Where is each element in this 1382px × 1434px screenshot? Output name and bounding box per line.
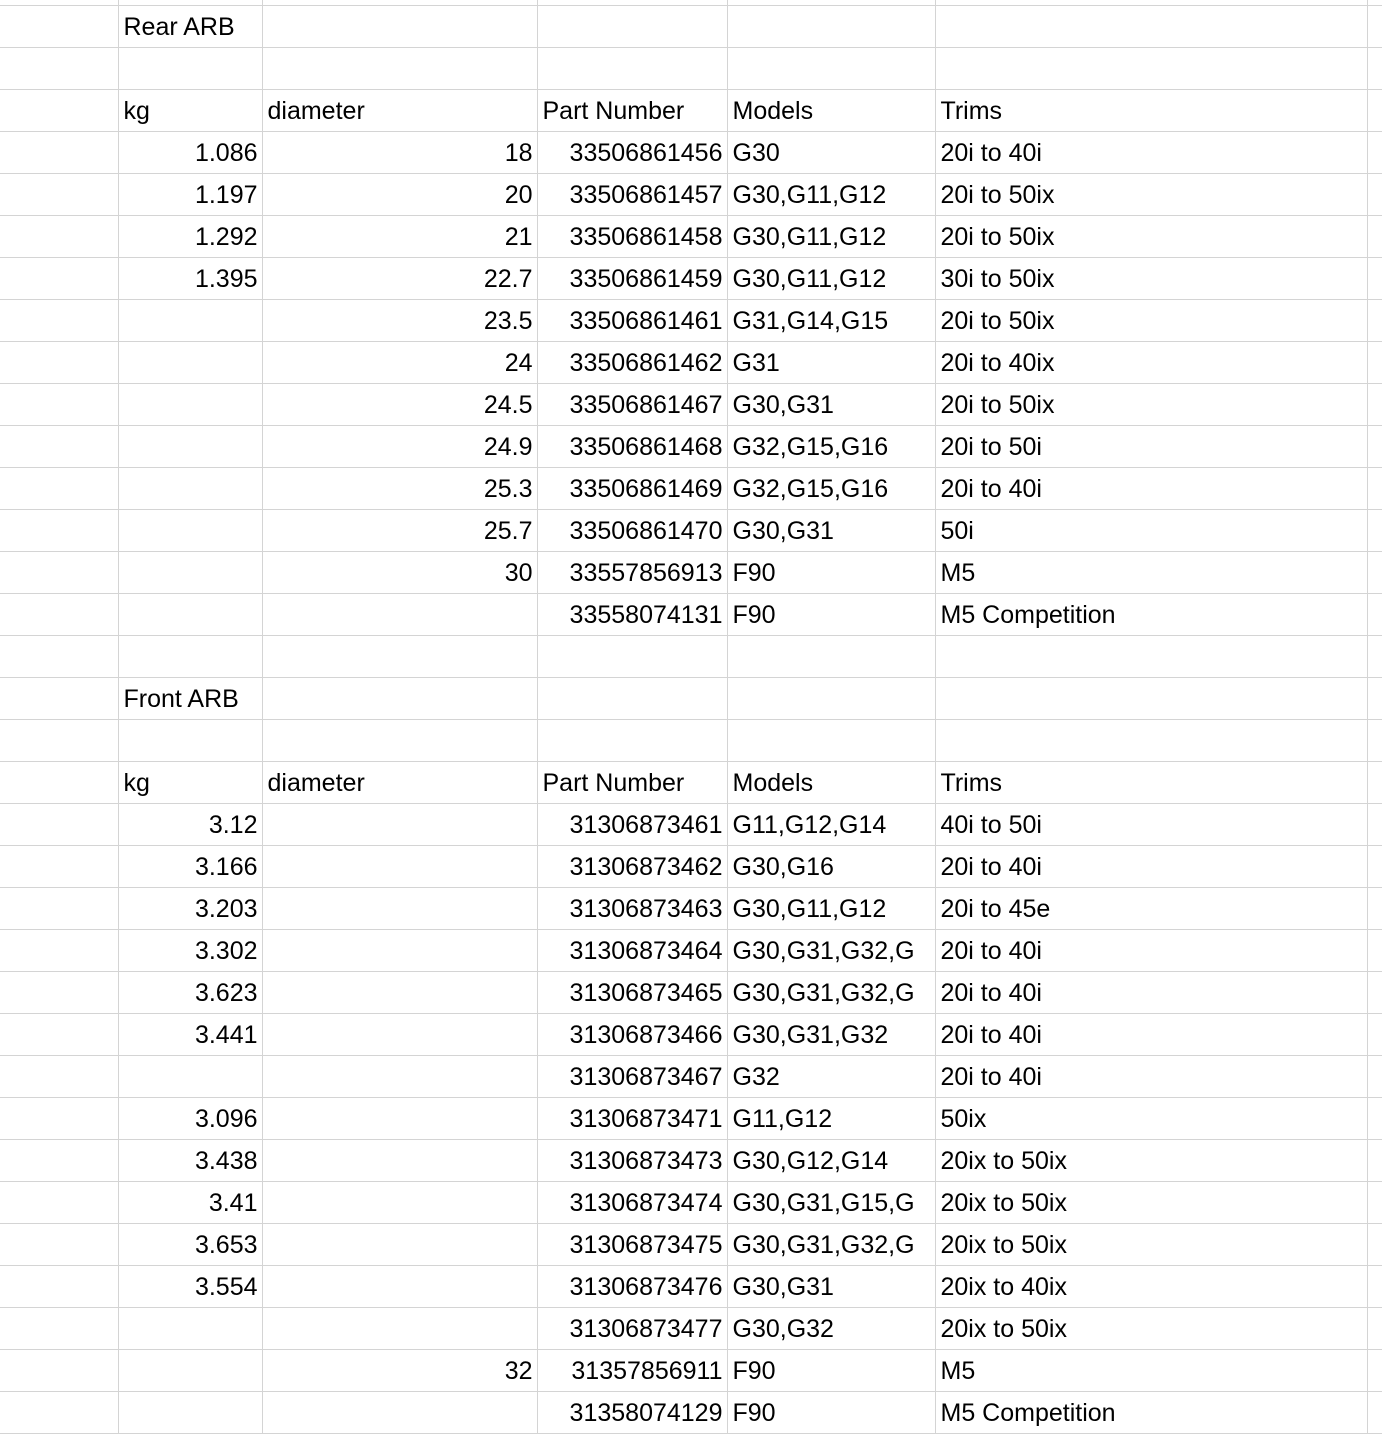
cell-trims[interactable]: 20i to 40i — [935, 972, 1367, 1014]
empty-cell[interactable] — [0, 1182, 118, 1224]
spacer-row[interactable] — [0, 48, 1382, 90]
cell-kg[interactable]: 3.302 — [118, 930, 262, 972]
empty-cell[interactable] — [1367, 762, 1382, 804]
cell-models[interactable]: G30,G16 — [727, 846, 935, 888]
cell-part-number[interactable]: 31306873466 — [537, 1014, 727, 1056]
cell-models[interactable]: G30,G31 — [727, 1266, 935, 1308]
empty-cell[interactable] — [0, 552, 118, 594]
cell-trims[interactable]: 20i to 50i — [935, 426, 1367, 468]
cell-diameter[interactable]: 24.9 — [262, 426, 537, 468]
empty-cell[interactable] — [0, 846, 118, 888]
data-row[interactable] — [0, 1350, 1382, 1392]
cell-trims[interactable]: 20i to 50ix — [935, 384, 1367, 426]
empty-cell[interactable] — [0, 1140, 118, 1182]
cell-kg[interactable] — [118, 384, 262, 426]
cell-diameter[interactable] — [262, 594, 537, 636]
empty-cell[interactable] — [727, 720, 935, 762]
section-title[interactable]: Rear ARB — [118, 6, 262, 48]
cell-kg[interactable]: 3.441 — [118, 1014, 262, 1056]
empty-cell[interactable] — [1367, 636, 1382, 678]
cell-models[interactable]: G11,G12,G14 — [727, 804, 935, 846]
cell-trims[interactable]: 20ix to 50ix — [935, 1224, 1367, 1266]
column-header-models[interactable]: Models — [727, 90, 935, 132]
empty-cell[interactable] — [1367, 552, 1382, 594]
cell-diameter[interactable]: 32 — [262, 1350, 537, 1392]
empty-cell[interactable] — [935, 720, 1367, 762]
empty-cell[interactable] — [0, 1056, 118, 1098]
cell-part-number[interactable]: 31306873471 — [537, 1098, 727, 1140]
data-row[interactable] — [0, 174, 1382, 216]
empty-cell[interactable] — [935, 678, 1367, 720]
data-row[interactable] — [0, 132, 1382, 174]
empty-cell[interactable] — [1367, 594, 1382, 636]
cell-diameter[interactable] — [262, 1098, 537, 1140]
data-row[interactable] — [0, 594, 1382, 636]
cell-trims[interactable]: 20i to 50ix — [935, 174, 1367, 216]
cell-diameter[interactable]: 24 — [262, 342, 537, 384]
cell-diameter[interactable] — [262, 888, 537, 930]
cell-part-number[interactable]: 31357856911 — [537, 1350, 727, 1392]
data-row[interactable] — [0, 1224, 1382, 1266]
cell-part-number[interactable]: 31306873473 — [537, 1140, 727, 1182]
data-row[interactable] — [0, 972, 1382, 1014]
cell-kg[interactable] — [118, 342, 262, 384]
cell-kg[interactable]: 3.623 — [118, 972, 262, 1014]
cell-diameter[interactable] — [262, 1140, 537, 1182]
empty-cell[interactable] — [0, 48, 118, 90]
data-row[interactable] — [0, 510, 1382, 552]
empty-cell[interactable] — [1367, 678, 1382, 720]
data-row[interactable] — [0, 1056, 1382, 1098]
data-row[interactable] — [0, 1014, 1382, 1056]
empty-cell[interactable] — [1367, 384, 1382, 426]
cell-trims[interactable]: 20i to 40i — [935, 1056, 1367, 1098]
cell-kg[interactable] — [118, 594, 262, 636]
cell-kg[interactable]: 3.41 — [118, 1182, 262, 1224]
empty-cell[interactable] — [1367, 510, 1382, 552]
cell-trims[interactable]: 20i to 40i — [935, 846, 1367, 888]
empty-cell[interactable] — [1367, 1098, 1382, 1140]
cell-diameter[interactable]: 24.5 — [262, 384, 537, 426]
data-row[interactable] — [0, 1308, 1382, 1350]
column-header-diameter[interactable]: diameter — [262, 90, 537, 132]
empty-cell[interactable] — [0, 930, 118, 972]
empty-cell[interactable] — [0, 426, 118, 468]
cell-diameter[interactable]: 18 — [262, 132, 537, 174]
cell-part-number[interactable]: 33506861470 — [537, 510, 727, 552]
cell-models[interactable]: G30,G31,G32 — [727, 1014, 935, 1056]
cell-diameter[interactable]: 25.7 — [262, 510, 537, 552]
cell-part-number[interactable]: 33506861462 — [537, 342, 727, 384]
cell-diameter[interactable] — [262, 1056, 537, 1098]
empty-cell[interactable] — [1367, 720, 1382, 762]
cell-diameter[interactable] — [262, 804, 537, 846]
header-row[interactable] — [0, 762, 1382, 804]
empty-cell[interactable] — [935, 636, 1367, 678]
cell-kg[interactable]: 3.653 — [118, 1224, 262, 1266]
empty-cell[interactable] — [0, 1392, 118, 1434]
empty-cell[interactable] — [262, 720, 537, 762]
section-title-row[interactable] — [0, 678, 1382, 720]
empty-cell[interactable] — [1367, 1392, 1382, 1434]
empty-cell[interactable] — [1367, 300, 1382, 342]
cell-models[interactable]: F90 — [727, 1392, 935, 1434]
empty-cell[interactable] — [935, 48, 1367, 90]
empty-cell[interactable] — [0, 1014, 118, 1056]
empty-cell[interactable] — [1367, 1266, 1382, 1308]
cell-models[interactable]: F90 — [727, 594, 935, 636]
cell-diameter[interactable]: 25.3 — [262, 468, 537, 510]
cell-trims[interactable]: 20i to 40i — [935, 132, 1367, 174]
cell-diameter[interactable] — [262, 1182, 537, 1224]
empty-cell[interactable] — [0, 174, 118, 216]
cell-models[interactable]: G30,G31,G32,G — [727, 972, 935, 1014]
empty-cell[interactable] — [262, 636, 537, 678]
cell-kg[interactable]: 1.292 — [118, 216, 262, 258]
empty-cell[interactable] — [0, 888, 118, 930]
spacer-row[interactable] — [0, 720, 1382, 762]
cell-part-number[interactable]: 33506861457 — [537, 174, 727, 216]
empty-cell[interactable] — [0, 468, 118, 510]
spacer-row[interactable] — [0, 636, 1382, 678]
cell-models[interactable]: G30,G11,G12 — [727, 888, 935, 930]
empty-cell[interactable] — [1367, 174, 1382, 216]
data-row[interactable] — [0, 888, 1382, 930]
empty-cell[interactable] — [537, 636, 727, 678]
empty-cell[interactable] — [0, 594, 118, 636]
cell-part-number[interactable]: 31306873465 — [537, 972, 727, 1014]
cell-part-number[interactable]: 31306873475 — [537, 1224, 727, 1266]
empty-cell[interactable] — [118, 720, 262, 762]
cell-kg[interactable] — [118, 1350, 262, 1392]
cell-trims[interactable]: 20i to 40ix — [935, 342, 1367, 384]
cell-models[interactable]: G30,G11,G12 — [727, 216, 935, 258]
empty-cell[interactable] — [1367, 888, 1382, 930]
data-row[interactable] — [0, 300, 1382, 342]
empty-cell[interactable] — [1367, 468, 1382, 510]
empty-cell[interactable] — [1367, 1350, 1382, 1392]
empty-cell[interactable] — [0, 6, 118, 48]
empty-cell[interactable] — [262, 6, 537, 48]
data-row[interactable] — [0, 1098, 1382, 1140]
empty-cell[interactable] — [118, 48, 262, 90]
empty-cell[interactable] — [0, 90, 118, 132]
cell-kg[interactable] — [118, 1392, 262, 1434]
cell-models[interactable]: G30,G12,G14 — [727, 1140, 935, 1182]
empty-cell[interactable] — [1367, 1308, 1382, 1350]
data-row[interactable] — [0, 1140, 1382, 1182]
cell-trims[interactable]: 20i to 50ix — [935, 216, 1367, 258]
cell-models[interactable]: G30,G11,G12 — [727, 258, 935, 300]
empty-cell[interactable] — [1367, 1224, 1382, 1266]
empty-cell[interactable] — [537, 48, 727, 90]
cell-part-number[interactable]: 33506861468 — [537, 426, 727, 468]
empty-cell[interactable] — [1367, 342, 1382, 384]
empty-cell[interactable] — [1367, 804, 1382, 846]
cell-part-number[interactable]: 33506861458 — [537, 216, 727, 258]
empty-cell[interactable] — [1367, 216, 1382, 258]
data-row[interactable] — [0, 1392, 1382, 1434]
cell-models[interactable]: G31,G14,G15 — [727, 300, 935, 342]
cell-diameter[interactable]: 23.5 — [262, 300, 537, 342]
column-header-kg[interactable]: kg — [118, 762, 262, 804]
section-title-row[interactable] — [0, 6, 1382, 48]
empty-cell[interactable] — [1367, 1140, 1382, 1182]
empty-cell[interactable] — [0, 510, 118, 552]
cell-trims[interactable]: 20ix to 50ix — [935, 1182, 1367, 1224]
data-row[interactable] — [0, 342, 1382, 384]
data-row[interactable] — [0, 930, 1382, 972]
cell-models[interactable]: G32,G15,G16 — [727, 426, 935, 468]
empty-cell[interactable] — [537, 678, 727, 720]
cell-part-number[interactable]: 33506861461 — [537, 300, 727, 342]
empty-cell[interactable] — [1367, 426, 1382, 468]
cell-diameter[interactable]: 30 — [262, 552, 537, 594]
empty-cell[interactable] — [0, 804, 118, 846]
empty-cell[interactable] — [0, 1266, 118, 1308]
cell-diameter[interactable]: 22.7 — [262, 258, 537, 300]
empty-cell[interactable] — [537, 720, 727, 762]
section-title[interactable]: Front ARB — [118, 678, 262, 720]
empty-cell[interactable] — [0, 258, 118, 300]
cell-part-number[interactable]: 31306873461 — [537, 804, 727, 846]
cell-part-number[interactable]: 33506861456 — [537, 132, 727, 174]
cell-models[interactable]: G30,G31,G32,G — [727, 1224, 935, 1266]
empty-cell[interactable] — [0, 1308, 118, 1350]
cell-trims[interactable]: 40i to 50i — [935, 804, 1367, 846]
data-row[interactable] — [0, 258, 1382, 300]
data-row[interactable] — [0, 426, 1382, 468]
header-row[interactable] — [0, 90, 1382, 132]
cell-trims[interactable]: 50i — [935, 510, 1367, 552]
cell-part-number[interactable]: 31306873462 — [537, 846, 727, 888]
data-row[interactable] — [0, 552, 1382, 594]
cell-trims[interactable]: M5 — [935, 1350, 1367, 1392]
empty-cell[interactable] — [1367, 846, 1382, 888]
cell-part-number[interactable]: 31306873467 — [537, 1056, 727, 1098]
data-row[interactable] — [0, 846, 1382, 888]
cell-trims[interactable]: M5 Competition — [935, 1392, 1367, 1434]
cell-diameter[interactable] — [262, 1308, 537, 1350]
empty-cell[interactable] — [1367, 1056, 1382, 1098]
cell-part-number[interactable]: 31306873476 — [537, 1266, 727, 1308]
cell-models[interactable]: F90 — [727, 1350, 935, 1392]
column-header-trims[interactable]: Trims — [935, 90, 1367, 132]
cell-diameter[interactable] — [262, 846, 537, 888]
empty-cell[interactable] — [1367, 48, 1382, 90]
cell-models[interactable]: G30,G31 — [727, 384, 935, 426]
empty-cell[interactable] — [727, 6, 935, 48]
data-row[interactable] — [0, 804, 1382, 846]
cell-models[interactable]: F90 — [727, 552, 935, 594]
cell-trims[interactable]: M5 Competition — [935, 594, 1367, 636]
cell-trims[interactable]: 20ix to 50ix — [935, 1140, 1367, 1182]
empty-cell[interactable] — [1367, 972, 1382, 1014]
column-header-part-number[interactable]: Part Number — [537, 762, 727, 804]
cell-kg[interactable] — [118, 1308, 262, 1350]
empty-cell[interactable] — [727, 48, 935, 90]
empty-cell[interactable] — [1367, 930, 1382, 972]
cell-kg[interactable]: 3.12 — [118, 804, 262, 846]
cell-models[interactable]: G32 — [727, 1056, 935, 1098]
cell-part-number[interactable]: 31358074129 — [537, 1392, 727, 1434]
cell-models[interactable]: G30,G32 — [727, 1308, 935, 1350]
cell-trims[interactable]: 20i to 40i — [935, 1014, 1367, 1056]
empty-cell[interactable] — [537, 6, 727, 48]
cell-trims[interactable]: 20ix to 40ix — [935, 1266, 1367, 1308]
cell-trims[interactable]: 20i to 45e — [935, 888, 1367, 930]
column-header-kg[interactable]: kg — [118, 90, 262, 132]
empty-cell[interactable] — [1367, 1182, 1382, 1224]
cell-kg[interactable] — [118, 468, 262, 510]
cell-trims[interactable]: 20ix to 50ix — [935, 1308, 1367, 1350]
cell-part-number[interactable]: 33506861459 — [537, 258, 727, 300]
cell-part-number[interactable]: 33506861467 — [537, 384, 727, 426]
cell-models[interactable]: G30,G31,G32,G — [727, 930, 935, 972]
column-header-diameter[interactable]: diameter — [262, 762, 537, 804]
cell-part-number[interactable]: 31306873463 — [537, 888, 727, 930]
cell-models[interactable]: G30 — [727, 132, 935, 174]
cell-part-number[interactable]: 31306873464 — [537, 930, 727, 972]
data-row[interactable] — [0, 1266, 1382, 1308]
empty-cell[interactable] — [0, 384, 118, 426]
empty-cell[interactable] — [935, 6, 1367, 48]
cell-part-number[interactable]: 33558074131 — [537, 594, 727, 636]
data-row[interactable] — [0, 1182, 1382, 1224]
empty-cell[interactable] — [262, 678, 537, 720]
cell-part-number[interactable]: 33557856913 — [537, 552, 727, 594]
cell-kg[interactable] — [118, 552, 262, 594]
cell-part-number[interactable]: 31306873474 — [537, 1182, 727, 1224]
empty-cell[interactable] — [0, 342, 118, 384]
cell-kg[interactable]: 1.395 — [118, 258, 262, 300]
cell-trims[interactable]: 20i to 50ix — [935, 300, 1367, 342]
column-header-trims[interactable]: Trims — [935, 762, 1367, 804]
cell-kg[interactable]: 3.203 — [118, 888, 262, 930]
empty-cell[interactable] — [0, 132, 118, 174]
empty-cell[interactable] — [1367, 90, 1382, 132]
empty-cell[interactable] — [0, 762, 118, 804]
empty-cell[interactable] — [0, 216, 118, 258]
cell-kg[interactable]: 3.554 — [118, 1266, 262, 1308]
empty-cell[interactable] — [118, 636, 262, 678]
cell-part-number[interactable]: 31306873477 — [537, 1308, 727, 1350]
empty-cell[interactable] — [1367, 132, 1382, 174]
cell-diameter[interactable] — [262, 930, 537, 972]
data-row[interactable] — [0, 384, 1382, 426]
empty-cell[interactable] — [0, 678, 118, 720]
empty-cell[interactable] — [727, 678, 935, 720]
data-row[interactable] — [0, 468, 1382, 510]
empty-cell[interactable] — [0, 972, 118, 1014]
cell-trims[interactable]: M5 — [935, 552, 1367, 594]
data-row[interactable] — [0, 216, 1382, 258]
empty-cell[interactable] — [0, 1098, 118, 1140]
cell-trims[interactable]: 20i to 40i — [935, 930, 1367, 972]
cell-models[interactable]: G30,G11,G12 — [727, 174, 935, 216]
empty-cell[interactable] — [1367, 6, 1382, 48]
empty-cell[interactable] — [1367, 1014, 1382, 1056]
cell-models[interactable]: G11,G12 — [727, 1098, 935, 1140]
cell-kg[interactable]: 1.086 — [118, 132, 262, 174]
cell-kg[interactable] — [118, 426, 262, 468]
cell-diameter[interactable]: 21 — [262, 216, 537, 258]
column-header-models[interactable]: Models — [727, 762, 935, 804]
empty-cell[interactable] — [0, 1224, 118, 1266]
cell-kg[interactable]: 1.197 — [118, 174, 262, 216]
cell-part-number[interactable]: 33506861469 — [537, 468, 727, 510]
cell-diameter[interactable] — [262, 972, 537, 1014]
cell-diameter[interactable] — [262, 1266, 537, 1308]
empty-cell[interactable] — [727, 636, 935, 678]
cell-models[interactable]: G30,G31,G15,G — [727, 1182, 935, 1224]
cell-models[interactable]: G31 — [727, 342, 935, 384]
cell-trims[interactable]: 30i to 50ix — [935, 258, 1367, 300]
cell-diameter[interactable]: 20 — [262, 174, 537, 216]
cell-kg[interactable] — [118, 510, 262, 552]
empty-cell[interactable] — [0, 1350, 118, 1392]
cell-kg[interactable] — [118, 1056, 262, 1098]
cell-models[interactable]: G30,G31 — [727, 510, 935, 552]
column-header-part-number[interactable]: Part Number — [537, 90, 727, 132]
empty-cell[interactable] — [262, 48, 537, 90]
cell-trims[interactable]: 50ix — [935, 1098, 1367, 1140]
cell-diameter[interactable] — [262, 1224, 537, 1266]
cell-kg[interactable] — [118, 300, 262, 342]
empty-cell[interactable] — [0, 720, 118, 762]
cell-diameter[interactable] — [262, 1014, 537, 1056]
cell-models[interactable]: G32,G15,G16 — [727, 468, 935, 510]
cell-diameter[interactable] — [262, 1392, 537, 1434]
cell-kg[interactable]: 3.438 — [118, 1140, 262, 1182]
cell-kg[interactable]: 3.096 — [118, 1098, 262, 1140]
empty-cell[interactable] — [0, 300, 118, 342]
empty-cell[interactable] — [1367, 258, 1382, 300]
empty-cell[interactable] — [0, 636, 118, 678]
cell-kg[interactable]: 3.166 — [118, 846, 262, 888]
cell-trims[interactable]: 20i to 40i — [935, 468, 1367, 510]
